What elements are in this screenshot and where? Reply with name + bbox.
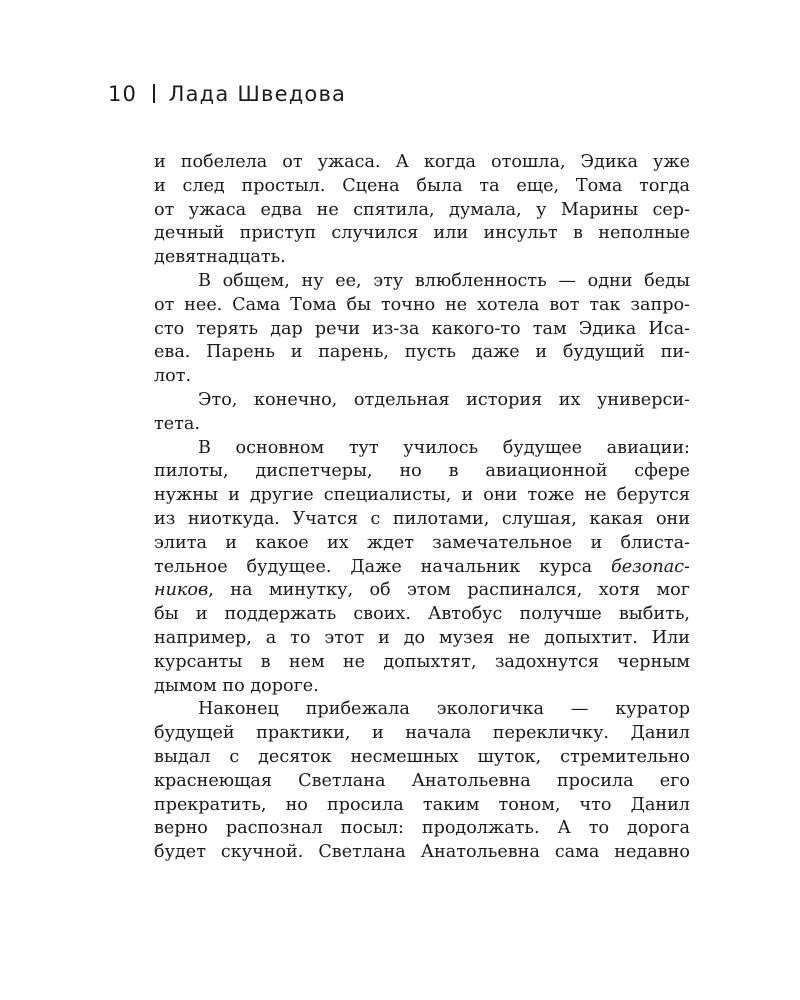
- text-line: будет скучной. Светлана Анатольевна сама недавно: [154, 842, 690, 863]
- text-line: верно распознал посыл: продолжать. А то дорога: [154, 818, 690, 839]
- text-line: пилоты, диспетчеры, но в авиационной сфере: [154, 461, 690, 482]
- body-text: [154, 151, 690, 865]
- page-number: 10: [108, 82, 138, 106]
- text-line: лот.: [154, 366, 192, 387]
- text-line: дечный приступ случился или инсульт в неполные: [154, 223, 690, 244]
- text-segment: тельное будущее. Даже начальник курса: [154, 556, 593, 577]
- italic-word: безопас-: [611, 556, 690, 577]
- author-name: Лада Шведова: [168, 82, 347, 106]
- text-line: выдал с десяток несмешных шуток, стремительно: [154, 746, 690, 767]
- text-line: бы и поддержать своих. Автобус получше выбить,: [154, 604, 690, 625]
- text-line: девятнадцать.: [154, 247, 286, 268]
- text-line: дымом по дороге.: [154, 675, 319, 696]
- text-line: В общем, ну ее, эту влюбленность — одни беды: [198, 270, 690, 291]
- text-line: прекратить, но просила таким тоном, что Данил: [154, 794, 690, 815]
- text-segment: , на минутку, об этом распинался, хотя мог: [208, 580, 690, 601]
- text-line: тета.: [154, 413, 200, 434]
- text-line: курсанты в нем не допыхтят, задохнутся черным: [154, 651, 690, 672]
- italic-word: ников: [154, 580, 209, 601]
- text-line-mixed: [154, 556, 690, 580]
- text-line: Наконец прибежала экологичка — куратор: [198, 699, 690, 720]
- header-separator: [153, 84, 155, 103]
- text-line: например, а то этот и до музея не допыхтит. Или: [154, 627, 690, 648]
- running-head: [108, 82, 346, 106]
- text-line: от нее. Сама Тома бы точно не хотела вот так запро-: [154, 294, 690, 315]
- text-line: Это, конечно, отдельная история их универси-: [198, 389, 690, 410]
- text-line: ева. Парень и парень, пусть даже и будущий пи-: [154, 342, 690, 363]
- text-line: сто терять дар речи из-за какого-то там Эдика Иса-: [154, 318, 690, 339]
- text-line: и след простыл. Сцена была та еще, Тома тогда: [154, 175, 690, 196]
- text-line: В основном тут училось будущее авиации:: [198, 437, 690, 458]
- text-line: из ниоткуда. Учатся с пилотами, слушая, какая они: [154, 508, 690, 529]
- text-line: и побелела от ужаса. А когда отошла, Эдика уже: [154, 152, 690, 172]
- text-line: элита и какое их ждет замечательное и блиста-: [154, 532, 690, 553]
- text-line: от ужаса едва не спятила, думала, у Марины сер-: [154, 199, 690, 220]
- text-line: краснеющая Светлана Анатольевна просила его: [154, 770, 690, 791]
- text-line-mixed: [154, 579, 690, 603]
- text-line: будущей практики, и начала перекличку. Данил: [154, 723, 690, 744]
- text-line: нужны и другие специалисты, и они тоже не берутся: [154, 485, 690, 506]
